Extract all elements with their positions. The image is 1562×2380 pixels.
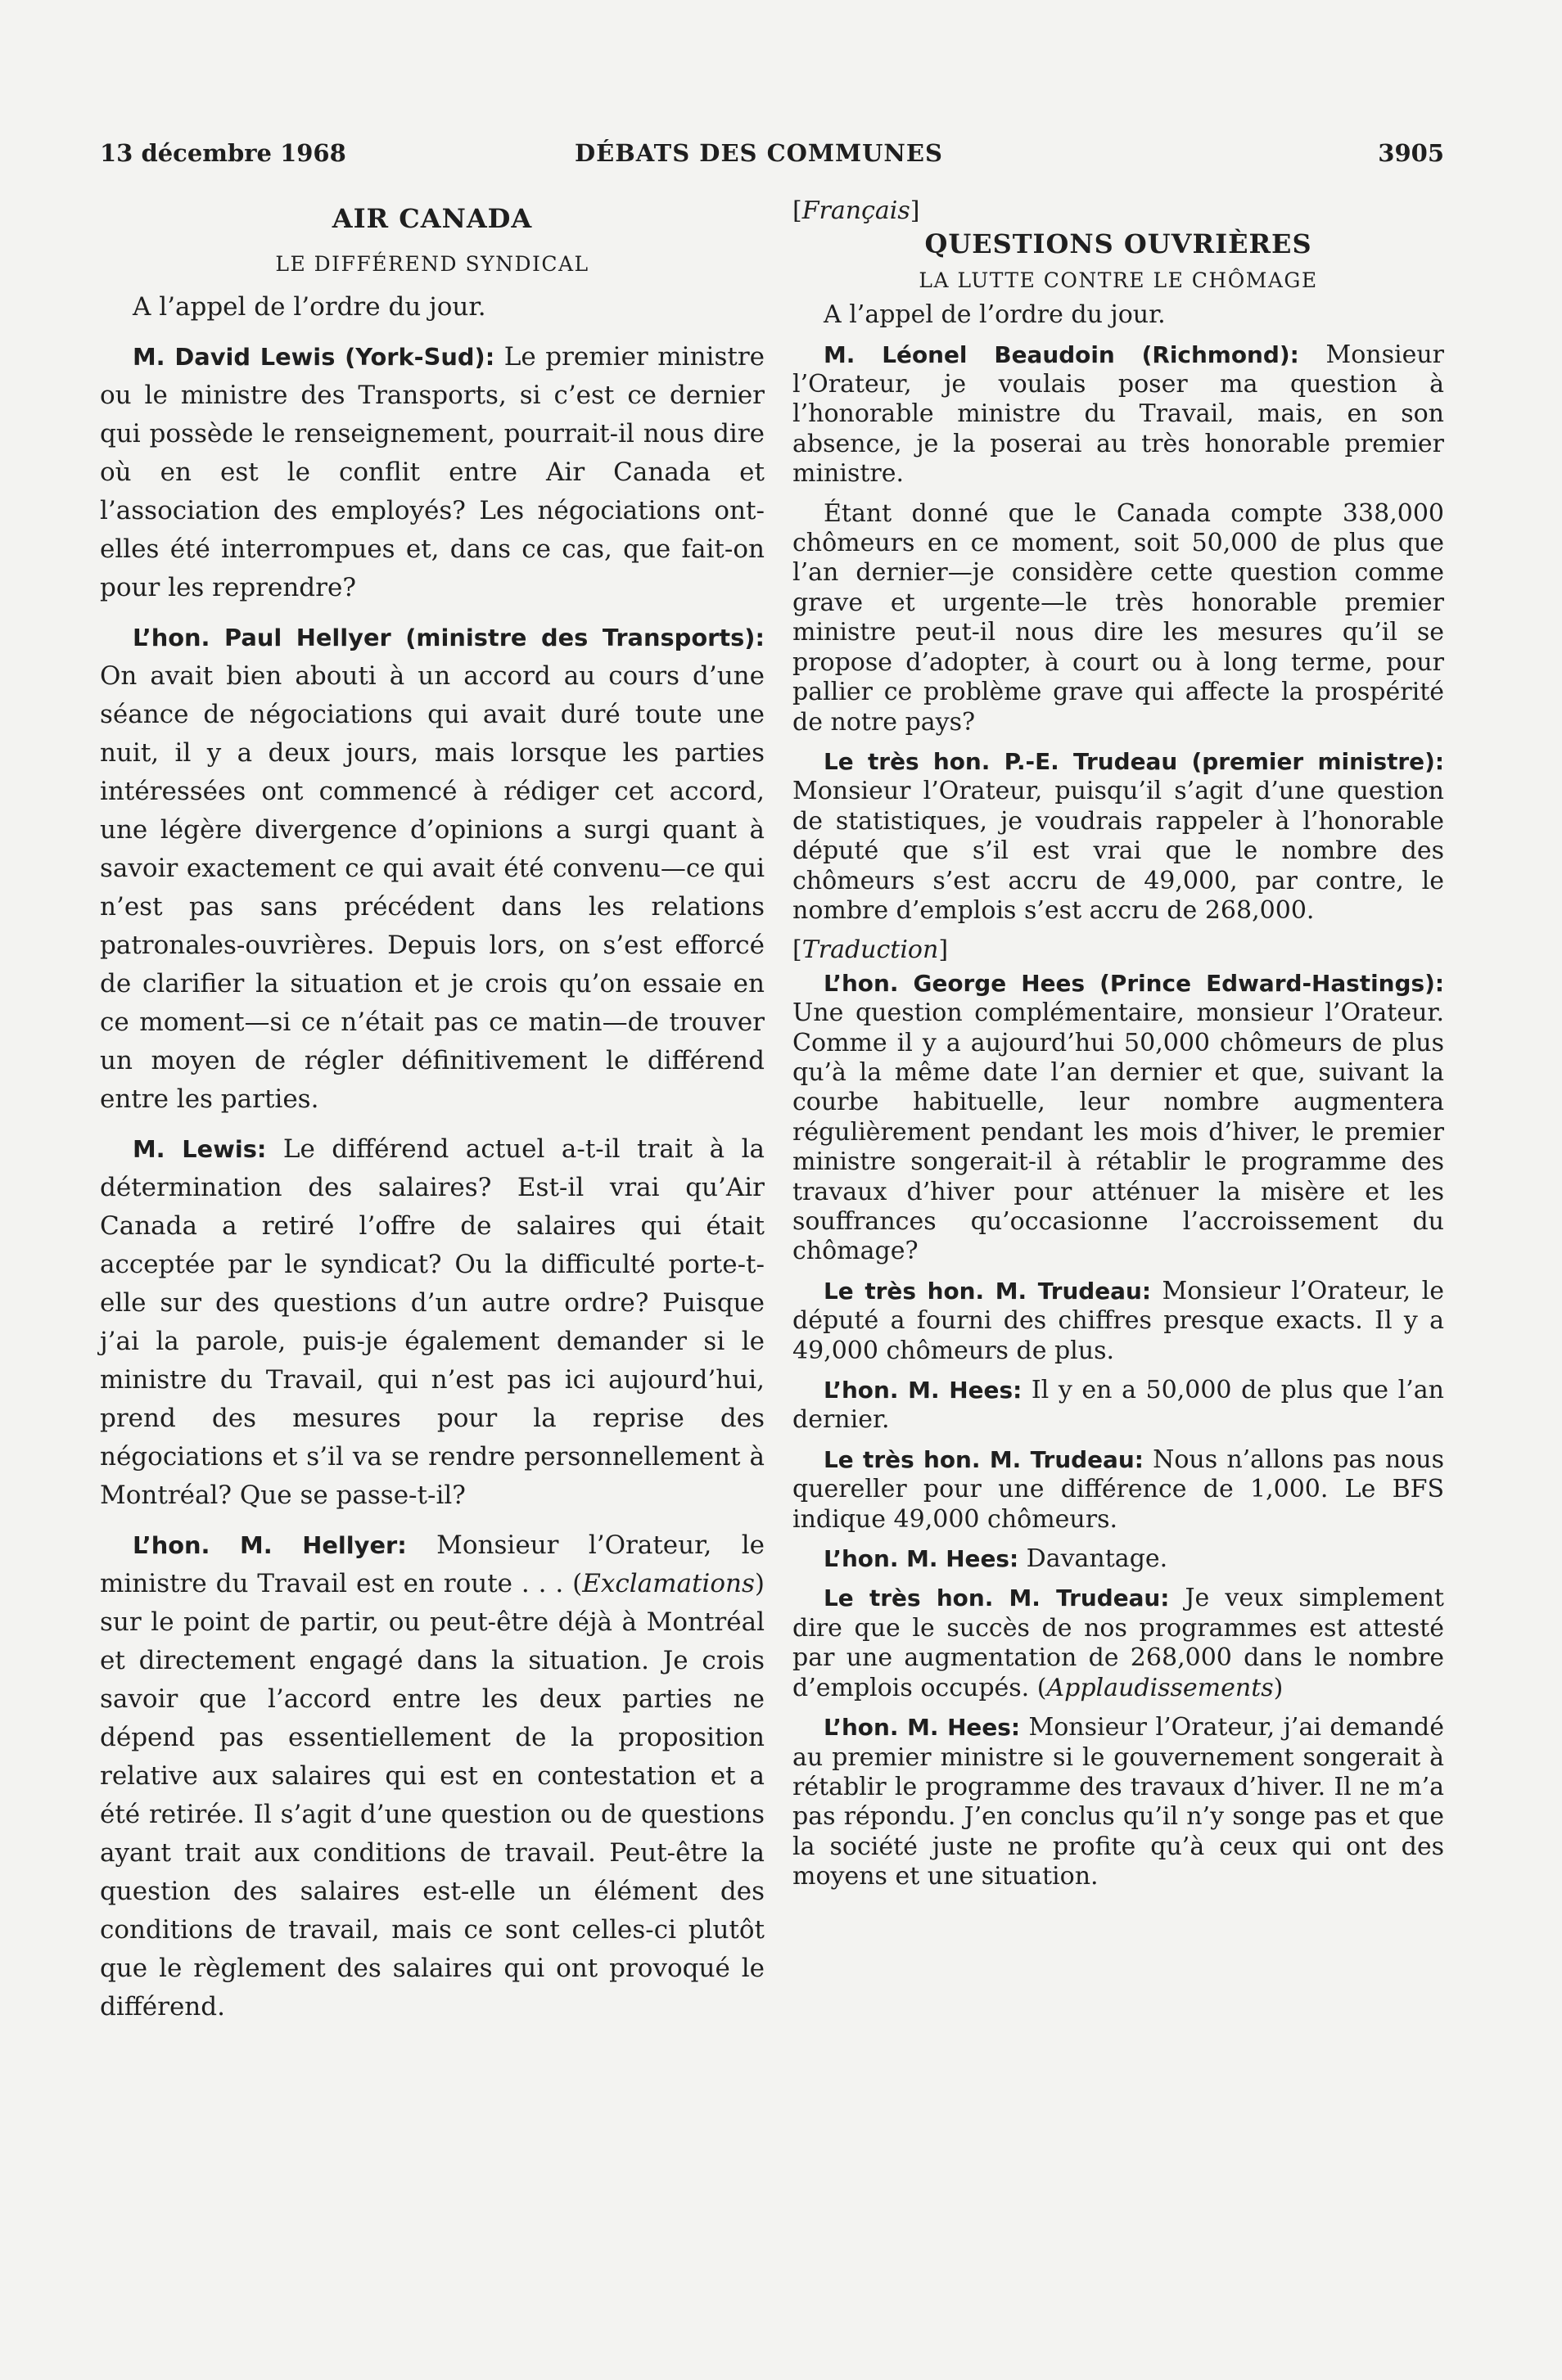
paragraph: [792, 1376, 1444, 1436]
speaker: Le très hon. M. Trudeau:: [824, 1445, 1144, 1473]
paragraph: [100, 1130, 765, 1515]
language-marker: [Traduction]: [792, 935, 949, 965]
interjection: Applaudissements: [1046, 1673, 1274, 1702]
speech-text: Davantage.: [1018, 1544, 1168, 1574]
header-date: 13 décembre 1968: [100, 139, 346, 167]
speaker: L’hon. M. Hellyer:: [133, 1531, 407, 1559]
section-subheading: LA LUTTE CONTRE LE CHÔMAGE: [919, 268, 1318, 292]
speech-text: ) sur le point de partir, ou peut-être déjà à Montréal et directement engagé dans la situation. Je crois savoir que l’accord entre les deux parties ne dépend pas essentiellement de la proposition relative aux salaires qui est en contestation et a été retirée. Il s’agit d’une question ou de questions ayant trait aux conditions de travail. Peut-être la question des salaires est-elle un élément des conditions de travail, mais ce sont celles-ci plutôt que le règlement des salaires qui ont provoqué le différend.: [100, 1569, 765, 2022]
speech-text: On avait bien abouti à un accord au cours d’une séance de négociations qui avait duré toute une nuit, il y a deux jours, mais lorsque les parties intéressées ont commencé à rédiger cet accord, une légère divergence d’opinions a surgi quant à savoir exactement ce qui avait été convenu—ce qui n’est pas sans précédent dans les relations patronales-ouvrières. Depuis lors, on s’est efforcé de clarifier la situation et je crois qu’on essaie en ce moment—si ce n’était pas ce matin—de trouver un moyen de régler définitivement le différend entre les parties.: [100, 661, 765, 1114]
speaker: Le très hon. M. Trudeau:: [824, 1584, 1170, 1612]
speaker: L’hon. M. Hees:: [824, 1714, 1021, 1742]
speaker: M. David Lewis (York-Sud):: [133, 343, 495, 371]
speech-text: Le premier ministre ou le ministre des Transports, si c’est ce dernier qui possède le renseignement, pourrait-il nous dire où en est le conflit entre Air Canada et l’association des employés? Les négociations ont-elles été interrompues et, dans ce cas, que fait-on pour les reprendre?: [100, 342, 765, 602]
speaker: L’hon. M. Hees:: [824, 1377, 1023, 1404]
speaker: M. Lewis:: [133, 1135, 267, 1163]
section-subheading: LE DIFFÉREND SYNDICAL: [275, 252, 589, 276]
speech-text: Il y en a 50,000 de plus que l’an dernier.: [792, 1376, 1444, 1435]
speech-text: Monsieur l’Orateur, je voulais poser ma question à l’honorable ministre du Travail, mais, en son absence, je la poserai au très honorable premier ministre.: [792, 340, 1445, 489]
paragraph: [792, 1544, 1444, 1574]
speech-text: Une question complémentaire, monsieur l’Orateur. Comme il y a aujourd’hui 50,000 chômeurs de plus qu’à la même date l’an dernier et que, suivant la courbe habituelle, leur nombre augmentera régulièrement pendant les mois d’hiver, le premier ministre songerait-il à rétablir le programme des travaux d’hiver pour atténuer la misère et les souffrances qu’occasionne l’accroissement du chômage?: [792, 998, 1444, 1266]
speech-text: Le différend actuel a-t-il trait à la détermination des salaires? Est-il vrai qu’Air Canada a retiré l’offre de salaires qui était acceptée par le syndicat? Ou la difficulté porte-t-elle sur des questions d’un autre ordre? Puisque j’ai la parole, puis-je également demander si le ministre du Travail, qui n’est pas ici aujourd’hui, prend des mesures pour la reprise des négociations et s’il va se rendre personnellement à Montréal? Que se passe-t-il?: [100, 1134, 765, 1510]
speaker: Le très hon. M. Trudeau:: [824, 1277, 1152, 1305]
paragraph: [100, 1526, 765, 2026]
speaker: L’hon. Paul Hellyer (ministre des Transports):: [133, 624, 765, 651]
paragraph: Étant donné que le Canada compte 338,000 chômeurs en ce moment, soit 50,000 de plus que l’an dernier—je considère cette question comme grave et urgente—le très honorable premier ministre peut-il nous dire les mesures qu’il se propose d’adopter, à court ou à long terme, pour pallier ce problème grave qui affecte la prospérité de notre pays?: [792, 498, 1444, 737]
paragraph: [792, 1713, 1444, 1891]
speech-text: Nous n’allons pas nous quereller pour une différence de 1,000. Le BFS indique 49,000 chômeurs.: [792, 1445, 1445, 1534]
language-marker: [Français]: [792, 196, 920, 225]
speech-text: Monsieur l’Orateur, puisqu’il s’agit d’une question de statistiques, je voudrais rappeler à l’honorable député que s’il est vrai que le nombre des chômeurs s’est accru de 49,000, par contre, le nombre d’emplois s’est accru de 268,000.: [792, 777, 1444, 925]
speaker: L’hon. George Hees (Prince Edward-Hastings):: [824, 969, 1444, 997]
paragraph: [792, 1584, 1444, 1703]
paragraph: [792, 1277, 1444, 1366]
paragraph: [792, 340, 1444, 489]
paragraph: [100, 338, 765, 607]
interjection: Exclamations: [582, 1569, 755, 1598]
paragraph: [792, 747, 1444, 926]
speech-text: ): [1273, 1673, 1284, 1702]
page-header: [100, 139, 1444, 175]
section-heading: AIR CANADA: [332, 203, 533, 234]
speaker: L’hon. M. Hees:: [824, 1545, 1019, 1573]
paragraph: [792, 1445, 1444, 1535]
speaker: M. Léonel Beaudoin (Richmond):: [824, 340, 1299, 368]
speech-text: Monsieur l’Orateur, le ministre du Travail est en route . . . (: [100, 1530, 765, 1598]
right-column: [792, 196, 1444, 1902]
speech-text: Je veux simplement dire que le succès de nos programmes est attesté par une augmentation de 268,000 dans le nombre d’emplois occupés. (: [792, 1584, 1444, 1702]
header-title: DÉBATS DES COMMUNES: [575, 139, 943, 167]
speech-text: Monsieur l’Orateur, le député a fourni des chiffres presque exacts. Il y a 49,000 chômeurs de plus.: [792, 1276, 1444, 1365]
order-of-day: A l’appel de l’ordre du jour.: [824, 300, 1166, 330]
order-of-day: A l’appel de l’ordre du jour.: [133, 292, 486, 322]
page-number: 3905: [1378, 139, 1444, 167]
left-column: [100, 196, 765, 2038]
section-heading: QUESTIONS OUVRIÈRES: [924, 228, 1312, 260]
paragraph: [100, 619, 765, 1119]
speech-text: Monsieur l’Orateur, j’ai demandé au premier ministre si le gouvernement songerait à rétablir le programme des travaux d’hiver. Il ne m’a pas répondu. J’en conclus qu’il n’y songe pas et que la société juste ne profite qu’à ceux qui ont des moyens et une situation.: [792, 1713, 1444, 1891]
paragraph: [792, 969, 1444, 1267]
speaker: Le très hon. P.-E. Trudeau (premier ministre):: [824, 747, 1444, 775]
